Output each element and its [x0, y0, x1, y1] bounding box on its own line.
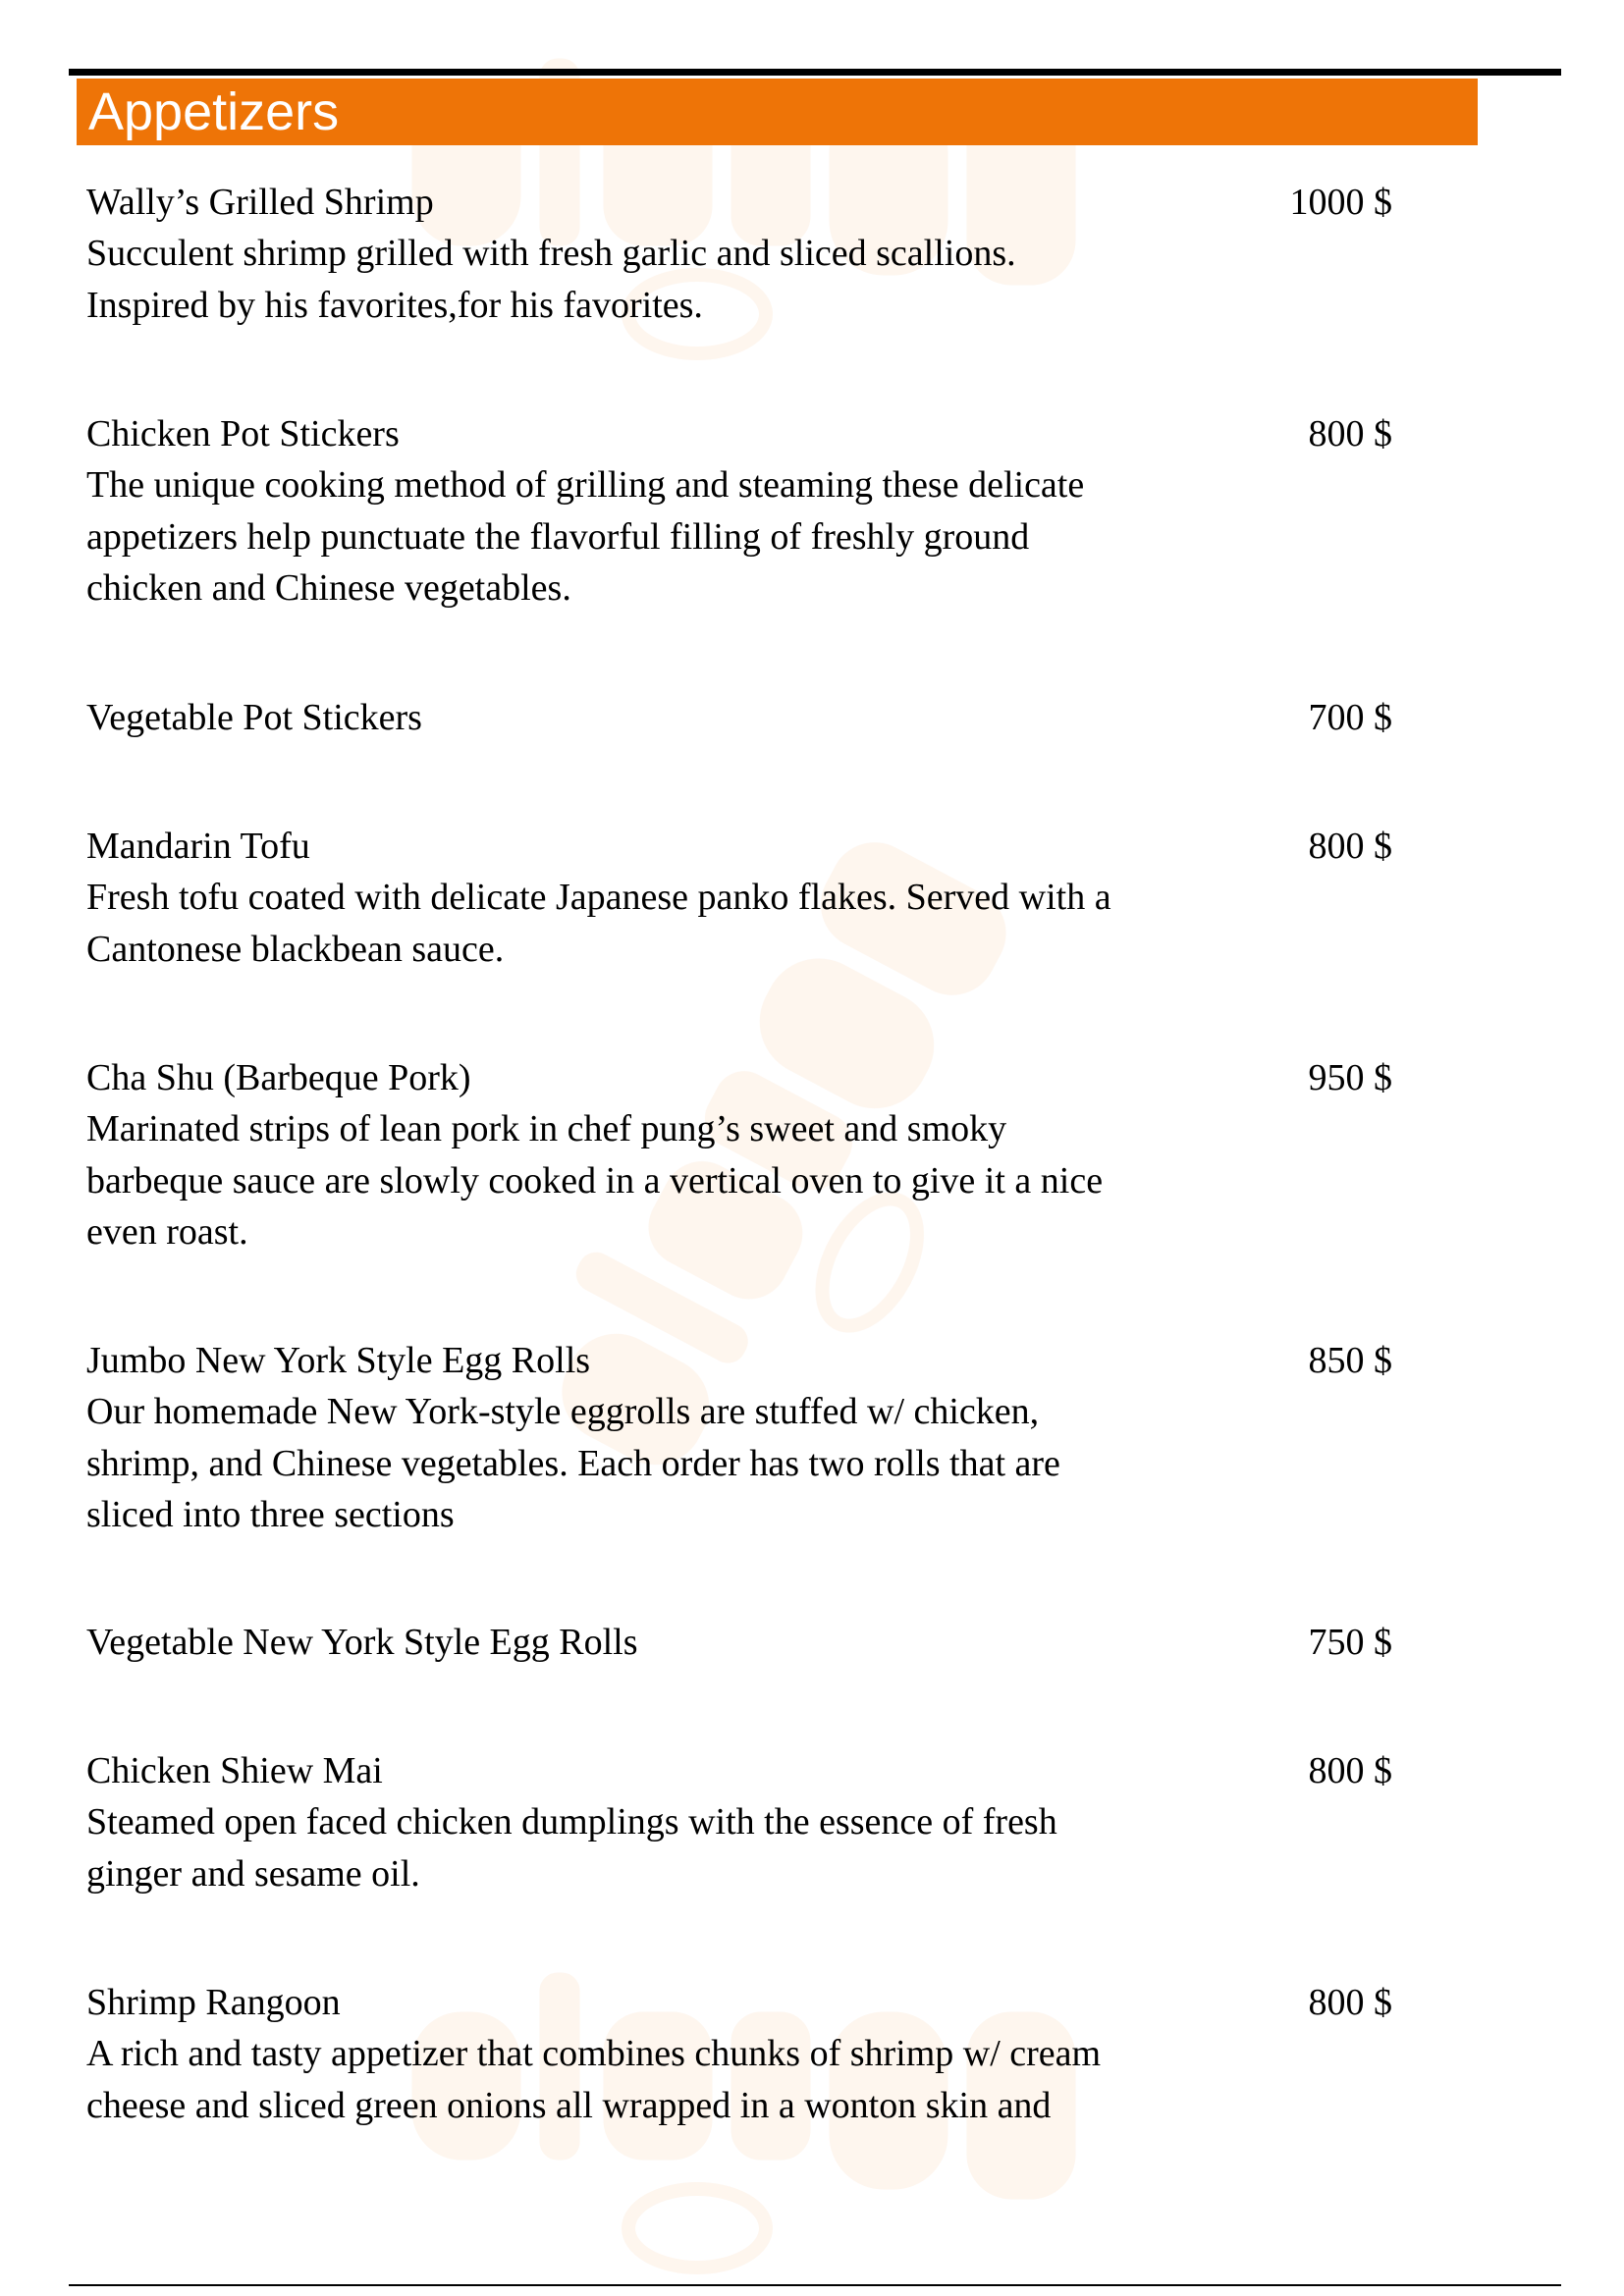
top-rule [69, 69, 1561, 76]
item-price: 850 $ [1308, 1340, 1392, 1381]
description-line: Inspired by his favorites,for his favorites. [86, 284, 703, 326]
item-description [86, 1386, 1265, 1541]
description-line: sliced into three sections [86, 1494, 455, 1535]
item-name: Wally’s Grilled Shrimp [86, 182, 434, 223]
description-line: Our homemade New York-style eggrolls are stuffed w/ chicken, [86, 1391, 1040, 1432]
description-line: barbeque sauce are slowly cooked in a vertical oven to give it a nice [86, 1159, 1104, 1201]
item-name: Vegetable Pot Stickers [86, 697, 422, 738]
menu-item [86, 408, 1392, 614]
description-line: chicken and Chinese vegetables. [86, 567, 571, 609]
section-header [77, 79, 1478, 145]
item-price: 800 $ [1308, 826, 1392, 867]
item-name: Chicken Shiew Mai [86, 1750, 383, 1791]
item-name: Shrimp Rangoon [86, 1982, 341, 2023]
item-description [86, 2028, 1265, 2131]
description-line: shrimp, and Chinese vegetables. Each order has two rolls that are [86, 1442, 1060, 1484]
description-line: cheese and sliced green onions all wrapped in a wonton skin and [86, 2084, 1052, 2126]
item-description [86, 1796, 1265, 1899]
bottom-rule [69, 2284, 1561, 2286]
description-line: Fresh tofu coated with delicate Japanese panko flakes. Served with a [86, 877, 1111, 918]
menu-item [86, 1745, 1392, 1899]
description-line: Succulent shrimp grilled with fresh garlic and sliced scallions. [86, 233, 1016, 274]
description-line: even roast. [86, 1211, 248, 1253]
item-name: Cha Shu (Barbeque Pork) [86, 1057, 471, 1098]
item-price: 750 $ [1308, 1622, 1392, 1663]
item-name: Jumbo New York Style Egg Rolls [86, 1340, 591, 1381]
menu-item [86, 177, 1392, 331]
item-price: 800 $ [1308, 1982, 1392, 2023]
menu-item [86, 1335, 1392, 1541]
item-price: 950 $ [1308, 1057, 1392, 1098]
item-price: 800 $ [1308, 1750, 1392, 1791]
description-line: ginger and sesame oil. [86, 1852, 420, 1895]
item-name: Vegetable New York Style Egg Rolls [86, 1622, 638, 1663]
item-price: 1000 $ [1289, 182, 1392, 223]
item-name: Chicken Pot Stickers [86, 413, 400, 454]
description-line: Marinated strips of lean pork in chef pung’s sweet and smoky [86, 1108, 1007, 1149]
item-description [86, 872, 1265, 975]
description-line: A rich and tasty appetizer that combines chunks of shrimp w/ cream [86, 2033, 1102, 2074]
item-description [86, 228, 1265, 331]
menu-item [86, 1052, 1392, 1258]
description-line: Steamed open faced chicken dumplings with the essence of fresh [86, 1801, 1057, 1842]
menu-item [86, 821, 1392, 975]
item-price: 700 $ [1308, 697, 1392, 738]
item-name: Mandarin Tofu [86, 826, 310, 867]
description-line: The unique cooking method of grilling and steaming these delicate [86, 464, 1085, 506]
description-line: Cantonese blackbean sauce. [86, 928, 505, 970]
item-description [86, 1103, 1265, 1258]
menu-item [86, 1617, 1392, 1668]
item-price: 800 $ [1308, 413, 1392, 454]
menu-item [86, 692, 1392, 743]
item-description [86, 459, 1265, 614]
menu-item [86, 1977, 1392, 2131]
section-title: Appetizers [88, 82, 340, 141]
description-line: appetizers help punctuate the flavorful filling of freshly ground [86, 515, 1030, 558]
